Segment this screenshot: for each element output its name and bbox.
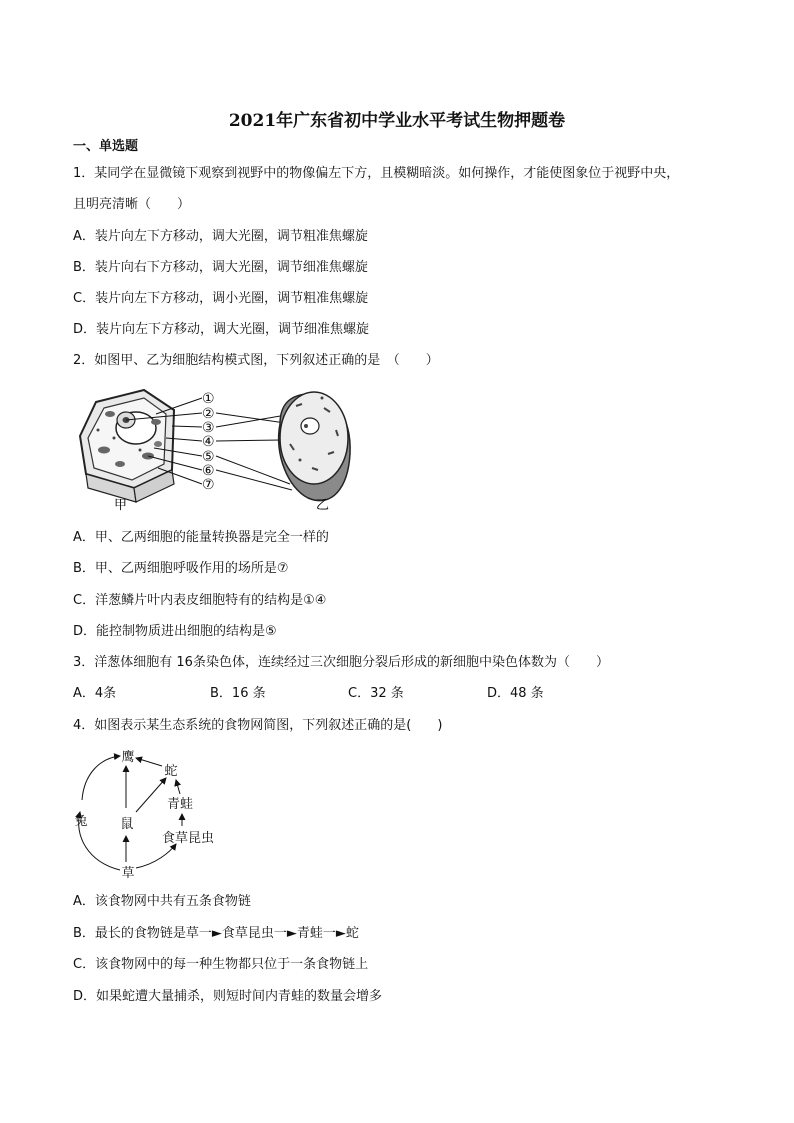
label-1: ① bbox=[202, 391, 215, 407]
q3-option-d: D．48 条 bbox=[487, 686, 544, 701]
q1-stem-line1: 1．某同学在显微镜下观察到视野中的物像偏左下方，且模糊暗淡。如何操作，才能使图象位于视野中央， bbox=[73, 166, 680, 181]
node-mouse: 鼠 bbox=[120, 817, 134, 832]
q4-option-d: D．如果蛇遭大量捕杀，则短时间内青蛙的数量会增多 bbox=[73, 989, 383, 1004]
q2-option-a: A．甲、乙两细胞的能量转换器是完全一样的 bbox=[73, 530, 329, 545]
animal-cell-drawing bbox=[279, 392, 351, 501]
q2-option-b: B．甲、乙两细胞呼吸作用的场所是⑦ bbox=[73, 561, 289, 576]
q2-option-c: C．洋葱鳞片叶内表皮细胞特有的结构是①④ bbox=[73, 593, 327, 608]
q1-option-a: A．装片向左下方移动，调大光圈，调节粗准焦螺旋 bbox=[73, 229, 368, 244]
node-grass: 草 bbox=[121, 866, 135, 881]
label-4: ④ bbox=[202, 434, 215, 450]
q4-option-c: C．该食物网中的每一种生物都只位于一条食物链上 bbox=[73, 957, 369, 972]
q3-stem: 3．洋葱体细胞有 16条染色体，连续经过三次细胞分裂后形成的新细胞中染色体数为（ ） bbox=[73, 655, 609, 670]
q1-option-b: B．装片向右下方移动，调大光圈，调节细准焦螺旋 bbox=[73, 260, 368, 275]
page-title: 2021年广东省初中学业水平考试生物押题卷 bbox=[228, 111, 566, 131]
q2-option-d: D．能控制物质进出细胞的结构是⑤ bbox=[73, 624, 277, 639]
q3-options-row bbox=[73, 685, 673, 703]
q3-option-b: B．16 条 bbox=[210, 686, 266, 701]
q4-stem: 4．如图表示某生态系统的食物网简图，下列叙述正确的是( ) bbox=[73, 718, 443, 733]
node-insect: 食草昆虫 bbox=[161, 831, 215, 846]
q1-option-c: C．装片向左下方移动，调小光圈，调节粗准焦螺旋 bbox=[73, 291, 369, 306]
caption-jia: 甲 bbox=[114, 498, 128, 513]
label-2: ② bbox=[202, 406, 215, 422]
q4-option-a: A．该食物网中共有五条食物链 bbox=[73, 894, 251, 909]
plant-cell-drawing bbox=[80, 390, 174, 502]
node-frog: 青蛙 bbox=[166, 797, 194, 812]
q1-stem-line2: 且明亮清晰（ ） bbox=[73, 197, 191, 212]
food-web-figure bbox=[70, 744, 230, 884]
q3-option-c: C．32 条 bbox=[348, 686, 404, 701]
label-5: ⑤ bbox=[202, 449, 215, 465]
q4-option-b: B．最长的食物链是草一►食草昆虫一►青蛙一►蛇 bbox=[73, 926, 359, 941]
label-3: ③ bbox=[202, 420, 215, 436]
label-6: ⑥ bbox=[202, 463, 215, 479]
cell-structure-figure bbox=[74, 384, 364, 514]
caption-yi: 乙 bbox=[316, 498, 330, 513]
q1-option-d: D．装片向左下方移动，调大光圈，调节细准焦螺旋 bbox=[73, 322, 370, 337]
node-eagle: 鹰 bbox=[121, 750, 135, 765]
node-snake: 蛇 bbox=[164, 764, 178, 779]
section-heading: 一、单选题 bbox=[73, 139, 139, 154]
q3-option-a: A．4条 bbox=[73, 686, 117, 701]
q2-stem: 2．如图甲、乙为细胞结构模式图，下列叙述正确的是 （ ） bbox=[73, 353, 439, 368]
label-7: ⑦ bbox=[202, 477, 215, 493]
node-rabbit: 兔 bbox=[74, 814, 88, 829]
